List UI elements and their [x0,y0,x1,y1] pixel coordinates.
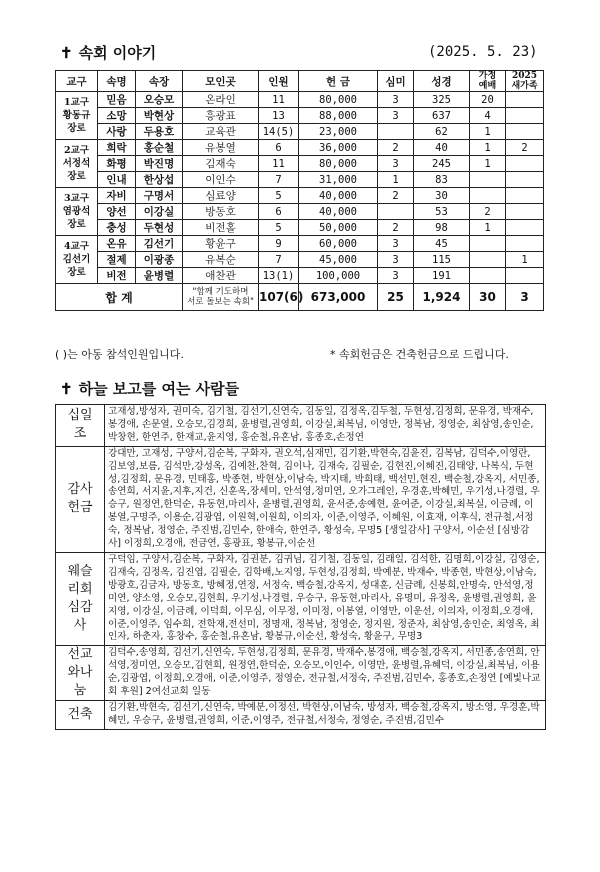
column-header: 모인곳 [183,71,259,92]
leader-cell: 이광종 [136,252,183,268]
group-name-cell: 온유 [98,236,136,252]
column-header: 심미 [378,71,414,92]
bible-cell: 191 [414,268,470,284]
new-family-cell [506,268,544,284]
group-name-cell: 사랑 [98,124,136,140]
bible-cell: 53 [414,204,470,220]
cross-icon: ✝ [60,380,73,398]
table-row [56,236,544,252]
new-family-cell [506,204,544,220]
place-cell: 김재숙 [183,156,259,172]
home-worship-cell: 2 [470,204,506,220]
total-label: 합 계 [56,284,183,311]
leader-cell: 두용호 [136,124,183,140]
place-cell: 비전홀 [183,220,259,236]
home-worship-cell [470,188,506,204]
attendance-cell: 7 [259,172,299,188]
leader-cell: 홍순철 [136,140,183,156]
offering-cell: 31,000 [299,172,378,188]
leader-cell: 박진명 [136,156,183,172]
home-worship-cell: 1 [470,124,506,140]
bible-cell: 40 [414,140,470,156]
bible-cell: 325 [414,92,470,108]
place-cell: 온라인 [183,92,259,108]
attendance-cell: 6 [259,204,299,220]
new-family-cell [506,108,544,124]
place-cell: 흥광표 [183,108,259,124]
offering-cell: 36,000 [299,140,378,156]
home-worship-cell: 1 [470,140,506,156]
donor-row [56,701,546,730]
home-worship-cell [470,172,506,188]
place-cell: 유봉열 [183,140,259,156]
simmi-cell: 2 [378,220,414,236]
group-name-cell: 자비 [98,188,136,204]
section-title-text: 속회 이야기 [78,44,157,62]
column-header: 성경 [414,71,470,92]
new-family-cell [506,172,544,188]
leader-cell: 김선기 [136,236,183,252]
table-row [56,188,544,204]
bible-cell: 115 [414,252,470,268]
group-name-cell: 화평 [98,156,136,172]
home-worship-cell [470,236,506,252]
place-cell: 황윤구 [183,236,259,252]
total-home-worship: 30 [470,284,506,311]
column-header: 인원 [259,71,299,92]
donor-names: 강대만, 고재성, 구양서,김순복, 구화자, 권오석,심재민, 김기환,박현숙,김윤진, 김복남, 김덕수,이영란, 김보영,보름, 김석만,강성옥, 김예찬,찬혁, 김이나, 김재숙, 김필순, 김현진,이혜진,김태양, 나복식, 두현성,김정희, 문유경, 민태홍, 박종현, 박현상,이남숙, 박지태, 박희태, 백선민,현진, 백순철,강옥지, 서민종,송연희, 서지윤,지후,지건, 신훈옥,장세미, 안석영,정미연, 오가그레인, 우경훈,박혜민, 우기성,나경렬, 우승구, 원정연,한덕순, 유동현,마리사, 윤병렬,권영희, 윤서준,송예현, 윤여준, 이강실,최복실, 이금례, 이봉열,구명주, 이용순,김광엽, 이원혁,이원희, 이의자, 이준,이영주, 이혜원, 이효재, 이후식, 전규철,서정숙, 정복남, 정영순, 주진범,김민수, 한애숙, 한연주, 황성숙, 무명5 [생일감사] 구양서, 이순선 [심방감사] 이정희,오경애, 전금연, 홍광표, 황봉규,이순선 [105,446,546,552]
leader-cell: 한상섭 [136,172,183,188]
offering-cell: 40,000 [299,204,378,220]
donor-category: 웨슬리회심감사 [56,552,105,645]
donor-names: 김덕수,송영희, 김선기,신연숙, 두현성,김정희, 문유경, 박재수,봉경애, 백승철,강옥지, 서민종,송연희, 안석영,정미연, 오승모,김현희, 원정연,한덕순, 오승모,이인수, 이영만, 윤병렬,유혜덕, 이강실,최복님, 이용순,김광엽, 이정희,오경애, 이준,이영주, 정영순, 전규철,서정숙, 주진범,김민수, 홍종호,손정연 [예빛나교회 후원] 2여선교회 일동 [105,646,546,701]
district-cell: 1교구 황동규 장로 [56,92,98,140]
total-note: "함께 기도하며 서로 돌보는 속회" [183,284,259,311]
total-simmi: 25 [378,284,414,311]
place-cell: 애찬관 [183,268,259,284]
attendance-cell: 6 [259,140,299,156]
table-row [56,124,544,140]
offering-cell: 40,000 [299,188,378,204]
attendance-cell: 5 [259,220,299,236]
new-family-cell [506,156,544,172]
simmi-cell: 3 [378,156,414,172]
group-name-cell: 희락 [98,140,136,156]
donors-table [55,404,546,730]
bible-cell: 83 [414,172,470,188]
total-offering: 673,000 [299,284,378,311]
column-header: 2025 새가족 [506,71,544,92]
report-date: (2025. 5. 23) [428,44,538,60]
offering-cell: 50,000 [299,220,378,236]
table-row [56,204,544,220]
leader-cell: 오승모 [136,92,183,108]
donor-row [56,446,546,552]
group-name-cell: 인내 [98,172,136,188]
section-title-donors [60,378,239,399]
donor-row [56,405,546,447]
offering-note: * 속회헌금은 건축헌금으로 드립니다. [330,348,509,361]
district-cell: 3교구 염광석 장로 [56,188,98,236]
home-worship-cell: 1 [470,156,506,172]
donor-row [56,646,546,701]
offering-cell: 23,000 [299,124,378,140]
new-family-cell: 1 [506,252,544,268]
attendance-cell: 11 [259,92,299,108]
table-row [56,220,544,236]
total-attendance: 107(6) [259,284,299,311]
total-row [56,284,544,311]
donor-row [56,552,546,645]
column-header: 교구 [56,71,98,92]
offering-cell: 80,000 [299,92,378,108]
place-cell: 심료양 [183,188,259,204]
donor-category: 감사헌금 [56,446,105,552]
meetings-table [55,70,544,311]
offering-cell: 45,000 [299,252,378,268]
simmi-cell [378,204,414,220]
child-count-note: ( )는 아동 참석인원입니다. [55,348,184,361]
donor-category: 십일조 [56,405,105,447]
leader-cell: 구명서 [136,188,183,204]
attendance-cell: 14(5) [259,124,299,140]
leader-cell: 두현성 [136,220,183,236]
simmi-cell [378,124,414,140]
table-row [56,252,544,268]
attendance-cell: 7 [259,252,299,268]
simmi-cell: 3 [378,92,414,108]
new-family-cell [506,124,544,140]
bible-cell: 98 [414,220,470,236]
leader-cell: 윤병렬 [136,268,183,284]
section-title-meetings [60,42,156,63]
attendance-cell: 5 [259,188,299,204]
donor-category: 선교와나눔 [56,646,105,701]
offering-cell: 88,000 [299,108,378,124]
group-name-cell: 소망 [98,108,136,124]
column-header: 속장 [136,71,183,92]
attendance-cell: 13 [259,108,299,124]
simmi-cell: 1 [378,172,414,188]
table-row [56,156,544,172]
attendance-cell: 13(1) [259,268,299,284]
donor-category: 건축 [56,701,105,730]
attendance-cell: 9 [259,236,299,252]
table-row [56,140,544,156]
leader-cell: 박현상 [136,108,183,124]
bible-cell: 62 [414,124,470,140]
place-cell: 유복순 [183,252,259,268]
table-row [56,172,544,188]
column-header: 가정 예배 [470,71,506,92]
simmi-cell: 2 [378,188,414,204]
simmi-cell: 3 [378,268,414,284]
total-bible: 1,924 [414,284,470,311]
district-cell: 4교구 김선기 장로 [56,236,98,284]
simmi-cell: 3 [378,236,414,252]
donor-names: 김기환,박현숙, 김선기,신연숙, 박예분,이정선, 박현상,이남숙, 방성자, 백승철,강옥지, 방소영, 우경훈,박혜민, 우승구, 윤병렬,권영희, 이준,이영주, 전규철,서정숙, 정영순, 주진범,김민수 [105,701,546,730]
donor-names: 구덕임, 구양서,김순복, 구화자, 김권분, 김귀님, 김기철, 김동일, 김래일, 김석한, 김명희,이강실, 김영순, 김재숙, 김정옥, 김진엽, 김필순, 김학배,노지영, 두현성,김정희, 박예분, 박재수, 박종현, 박현상,이남숙, 방광호,김금자, 방동호, 방혜정,연정, 서정숙, 백승철,강옥지, 성대훈, 신금례, 신봉희,안명숙, 안석영,정미연, 양소영, 오승모,김현희, 우기성,나경렬, 우승구, 유동현,마리사, 유명미, 유정옥, 윤병렬,권영희, 윤지영, 이강실, 이금례, 이덕희, 이무심, 이무정, 이미정, 이봉열, 이영만, 이운선, 이의자, 이정희,오경애, 이준,이영주, 임수희, 전학재,전선미, 정명재, 정복남, 정영순, 정지원, 정준자, 최삼영,송인순, 최영옥, 최인자, 하춘자, 홍창수, 홍순철,유혼남, 황봉규,이순선, 황성숙, 황윤구, 무명3 [105,552,546,645]
group-name-cell: 충성 [98,220,136,236]
group-name-cell: 믿음 [98,92,136,108]
new-family-cell [506,220,544,236]
home-worship-cell: 4 [470,108,506,124]
place-cell: 이인수 [183,172,259,188]
group-name-cell: 비전 [98,268,136,284]
attendance-cell: 11 [259,156,299,172]
bible-cell: 30 [414,188,470,204]
cross-icon: ✝ [60,44,73,62]
offering-cell: 80,000 [299,156,378,172]
place-cell: 교육관 [183,124,259,140]
place-cell: 방동호 [183,204,259,220]
offering-cell: 100,000 [299,268,378,284]
home-worship-cell [470,268,506,284]
home-worship-cell [470,252,506,268]
simmi-cell: 3 [378,252,414,268]
bible-cell: 245 [414,156,470,172]
simmi-cell: 2 [378,140,414,156]
new-family-cell: 2 [506,140,544,156]
simmi-cell: 3 [378,108,414,124]
group-name-cell: 절제 [98,252,136,268]
table-row [56,108,544,124]
donor-names: 고재성,방성자, 권미숙, 김기철, 김선기,신연숙, 김동일, 김정옥,김두철, 두현성,김정희, 문유경, 박재수,봉경애, 손문열, 오승모,김경희, 윤병렬,권영희, 이강실,최복님, 이영만, 정복남, 정영순, 최삼영,송인순,박창현, 한연주, 한재교,윤지영, 홍순철,유혼남, 홍종호,손정연 [105,405,546,447]
new-family-cell [506,188,544,204]
total-new-family: 3 [506,284,544,311]
group-name-cell: 양선 [98,204,136,220]
new-family-cell [506,236,544,252]
bible-cell: 637 [414,108,470,124]
table-row [56,92,544,108]
table-header-row [56,71,544,92]
bible-cell: 45 [414,236,470,252]
column-header: 헌 금 [299,71,378,92]
home-worship-cell: 20 [470,92,506,108]
table-row [56,268,544,284]
leader-cell: 이강실 [136,204,183,220]
home-worship-cell: 1 [470,220,506,236]
offering-cell: 60,000 [299,236,378,252]
column-header: 속명 [98,71,136,92]
district-cell: 2교구 서정석 장로 [56,140,98,188]
new-family-cell [506,92,544,108]
section-title-text: 하늘 보고를 여는 사람들 [78,380,240,398]
